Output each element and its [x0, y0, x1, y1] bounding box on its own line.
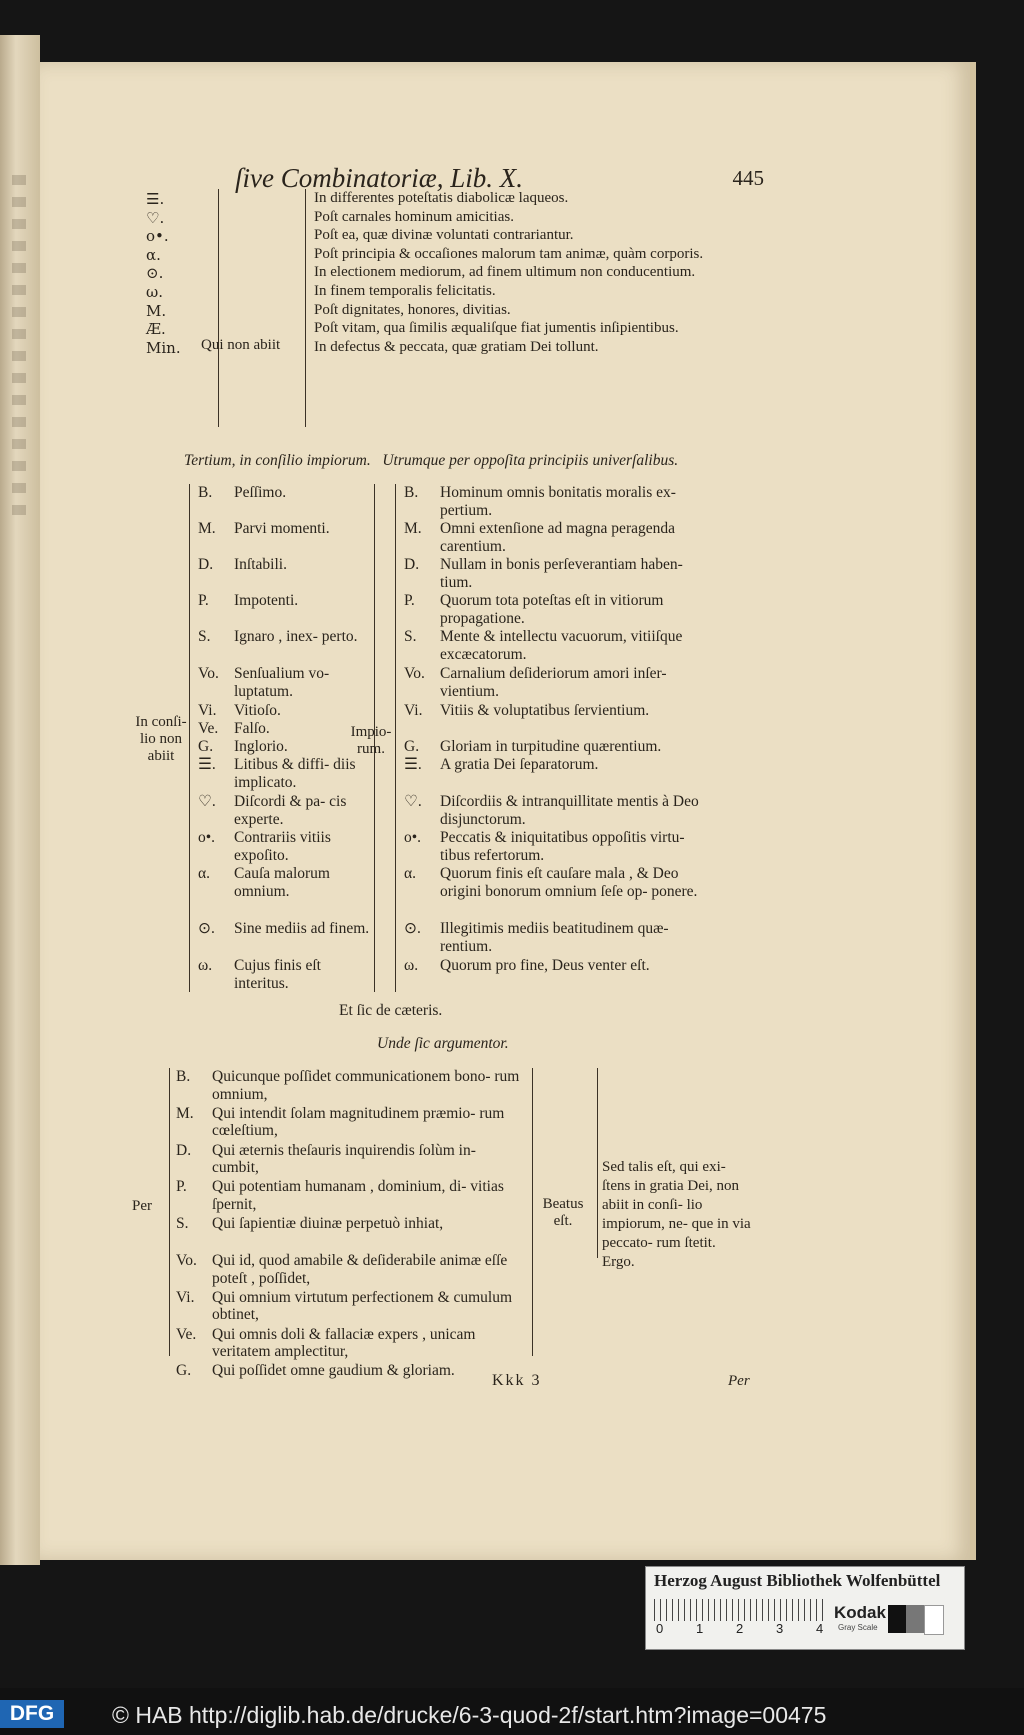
item-value: Qui id, quod amabile & deſiderabile animæ eſſe poteſt , poſſidet,	[212, 1252, 508, 1287]
item-value: Qui omnis doli & fallaciæ expers , unicam veritatem amplectitur,	[212, 1325, 476, 1361]
item-key: P.	[198, 592, 209, 609]
symbol-item: Æ.	[146, 320, 166, 339]
symbol-item: ⊙.	[146, 264, 164, 283]
symbol-item: ☰.	[146, 190, 165, 208]
clause-line: Poſt principia & occaſiones malorum tam animæ, quàm corporis.	[314, 245, 704, 262]
section-2-heading	[184, 452, 678, 469]
item-key: M.	[404, 520, 422, 537]
item-key: S.	[404, 628, 417, 645]
item-key: ♡.	[198, 793, 216, 810]
symbol-item: ω.	[146, 283, 163, 301]
item-key: ♡.	[404, 793, 422, 810]
right-brace	[395, 484, 396, 992]
bracket-line	[218, 189, 219, 427]
symbol-item: M.	[146, 301, 167, 320]
copyright-link[interactable]: © HAB http://diglib.hab.de/drucke/6-3-quod-2f/start.htm?image=00475	[112, 1702, 827, 1728]
black-patch	[888, 1605, 906, 1633]
item-key: o•.	[404, 829, 422, 846]
item-key: P.	[404, 592, 415, 609]
item-value: Falſo.	[234, 720, 270, 737]
left-brace	[189, 484, 190, 992]
symbol-item: Min.	[146, 338, 181, 357]
item-value: Qui omnium virtutum perfectionem & cumulum obtinet,	[212, 1288, 513, 1324]
gray-scale-label: Gray Scale	[838, 1623, 878, 1632]
signature-mark: Kkk 3	[492, 1372, 542, 1389]
catchword: Per	[728, 1373, 750, 1389]
scale-number: 4	[816, 1621, 824, 1636]
item-value: Qui æternis theſauris inquirendis ſolùm in- cumbit,	[212, 1141, 476, 1177]
item-key: G.	[404, 738, 420, 755]
item-value: Nullam in bonis perſeverantiam haben- tium.	[440, 556, 683, 591]
per-label: Per	[132, 1198, 152, 1214]
item-value: Qui poſſidet omne gaudium & gloriam.	[212, 1362, 455, 1380]
item-key: Vi.	[198, 702, 217, 719]
item-key: Vo.	[176, 1252, 197, 1269]
item-value: Cauſa malorum omnium.	[234, 865, 330, 900]
section-3-heading: Unde ſic argumentor.	[377, 1035, 509, 1052]
item-value: Quorum pro fine, Deus venter eſt.	[440, 957, 650, 974]
item-key: ☰.	[404, 756, 422, 773]
clause-line: In differentes poteſtatis diabolicæ laqueos.	[314, 190, 569, 206]
item-key: P.	[176, 1178, 187, 1196]
item-key: D.	[198, 556, 214, 573]
item-value: Quorum finis eſt cauſare mala , & Deo origini bonorum omnium ſeſe op- ponere.	[440, 865, 698, 900]
item-key: α.	[404, 865, 416, 882]
library-label-card	[645, 1566, 965, 1650]
item-value: Impotenti.	[234, 592, 299, 609]
item-key: ⊙.	[198, 920, 215, 937]
clause-line: In electionem mediorum, ad finem ultimum non conducentium.	[314, 264, 696, 281]
scale-number: 0	[656, 1621, 664, 1636]
item-value: Illegitimis mediis beatitudinem quæ- rentium.	[440, 920, 669, 955]
clause-line: Poſt dignitates, honores, divitias.	[314, 301, 511, 318]
item-value: Gloriam in turpitudine quærentium.	[440, 738, 662, 755]
item-value: Quicunque poſſidet communicationem bono- rum omnium,	[212, 1068, 520, 1103]
item-key: M.	[176, 1104, 194, 1122]
conclusion-divider	[597, 1068, 598, 1258]
closing-brace	[532, 1068, 533, 1356]
item-key: M.	[198, 520, 216, 537]
item-value: Peſſimo.	[234, 484, 287, 501]
item-key: Vi.	[176, 1288, 195, 1306]
dfg-logo: DFG	[0, 1700, 64, 1728]
item-value: Qui intendit ſolam magnitudinem præmio- rum cœleſtium,	[212, 1104, 505, 1140]
item-key: ω.	[198, 957, 213, 974]
item-value: Peccatis & iniquitatibus oppoſitis virtu- tibus refertorum.	[440, 829, 685, 864]
scale-ruler	[654, 1599, 824, 1621]
per-brace	[169, 1068, 170, 1356]
item-key: Vi.	[404, 702, 423, 719]
item-value: Parvi momenti.	[234, 520, 330, 537]
item-value: Quorum tota poteſtas eſt in vitiorum propagatione.	[440, 592, 664, 627]
white-patch	[924, 1605, 944, 1635]
left-page-edge	[0, 35, 40, 1565]
scale-number: 3	[776, 1621, 784, 1636]
item-value: Vitioſo.	[234, 702, 281, 719]
kodak-brand: Kodak	[834, 1603, 886, 1622]
item-key: D.	[176, 1141, 192, 1159]
clause-line: In defectus & peccata, quæ gratiam Dei tollunt.	[314, 338, 599, 355]
gray-patch	[906, 1605, 924, 1633]
item-key: S.	[176, 1215, 189, 1233]
scale-number: 2	[736, 1621, 744, 1636]
heading-italic-text: Utrumque per oppoſita principiis univerſalibus.	[382, 452, 679, 469]
item-value: Inſtabili.	[234, 556, 287, 573]
item-value: Litibus & diffi- diis implicato.	[234, 756, 356, 791]
item-key: ω.	[404, 957, 419, 974]
impiorum-label: Impio- rum.	[350, 724, 392, 757]
item-value: Qui potentiam humanam , dominium, di- vitias ſpernit,	[212, 1178, 504, 1213]
brace-line	[305, 189, 306, 427]
item-key: Vo.	[198, 665, 219, 682]
clause-line: Poſt carnales hominum amicitias.	[314, 208, 514, 225]
item-key: G.	[198, 738, 214, 755]
heading-text: Tertium, in conſilio impiorum.	[184, 452, 371, 469]
item-value: A gratia Dei ſeparatorum.	[440, 756, 599, 773]
header-title: ſive Combinatoriæ, Lib. X.	[235, 163, 524, 193]
item-value: Diſcordiis & intranquillitate mentis à Deo disjunctorum.	[440, 793, 699, 828]
item-key: Ve.	[176, 1325, 197, 1343]
item-value: Cujus finis eſt interitus.	[234, 957, 321, 992]
item-key: G.	[176, 1362, 192, 1380]
item-key: B.	[198, 484, 213, 501]
conclusion-text: Sed talis eſt, qui exi- ſtens in gratia Dei, non abiit in conſi- lio impiorum, ne- que in via peccato- rum ſtetit. Ergo.	[602, 1159, 751, 1270]
item-key: α.	[198, 865, 210, 882]
item-value: Carnalium deſideriorum amori inſer- vientium.	[440, 665, 667, 700]
item-key: o•.	[198, 829, 216, 846]
item-value: Senſualium vo- luptatum.	[234, 665, 330, 700]
item-value: Hominum omnis bonitatis moralis ex- pertium.	[440, 484, 676, 519]
in-consilio-label: In conſi- lio non abiit	[135, 714, 187, 764]
symbol-item: ♡.	[146, 208, 165, 227]
item-key: ⊙.	[404, 920, 421, 937]
page-number: 445	[732, 166, 764, 190]
item-value: Omni extenſione ad magna peragenda carentium.	[440, 520, 675, 555]
symbol-item: α.	[146, 245, 161, 264]
item-key: B.	[176, 1068, 191, 1085]
item-key: S.	[198, 628, 211, 645]
item-key: B.	[404, 484, 419, 501]
clause-line: Poſt vitam, qua ſimilis æqualiſque fiat jumentis inſipientibus.	[314, 320, 679, 337]
item-value: Ignaro , inex- perto.	[234, 628, 358, 645]
item-value: Mente & intellectu vacuorum, vitiiſque excæcatorum.	[440, 628, 683, 663]
symbol-item: o•.	[146, 227, 169, 246]
book-page	[40, 62, 976, 1560]
faded-margin-text	[12, 175, 26, 515]
item-value: Qui ſapientiæ diuinæ perpetuò inhiat,	[212, 1215, 444, 1233]
item-key: Vo.	[404, 665, 425, 682]
item-value: Inglorio.	[234, 738, 288, 755]
item-value: Vitiis & voluptatibus ſervientium.	[440, 702, 650, 719]
closing-line: Et ſic de cæteris.	[339, 1002, 443, 1019]
item-key: ☰.	[198, 756, 216, 773]
beatus-label: Beatus eſt.	[542, 1196, 584, 1229]
item-key: D.	[404, 556, 420, 573]
library-name: Herzog August Bibliothek Wolfenbüttel	[654, 1571, 941, 1590]
qui-non-abiit-label: Qui non abiit	[201, 337, 281, 353]
item-value: Sine mediis ad finem.	[234, 920, 370, 937]
item-value: Diſcordi & pa- cis experte.	[234, 793, 347, 828]
clause-line: Poſt ea, quæ divinæ voluntati contrariantur.	[314, 227, 574, 244]
item-value: Contrariis vitiis expoſito.	[234, 829, 331, 864]
scale-number: 1	[696, 1621, 704, 1636]
item-key: Ve.	[198, 720, 219, 737]
clause-line: In finem temporalis felicitatis.	[314, 283, 496, 299]
